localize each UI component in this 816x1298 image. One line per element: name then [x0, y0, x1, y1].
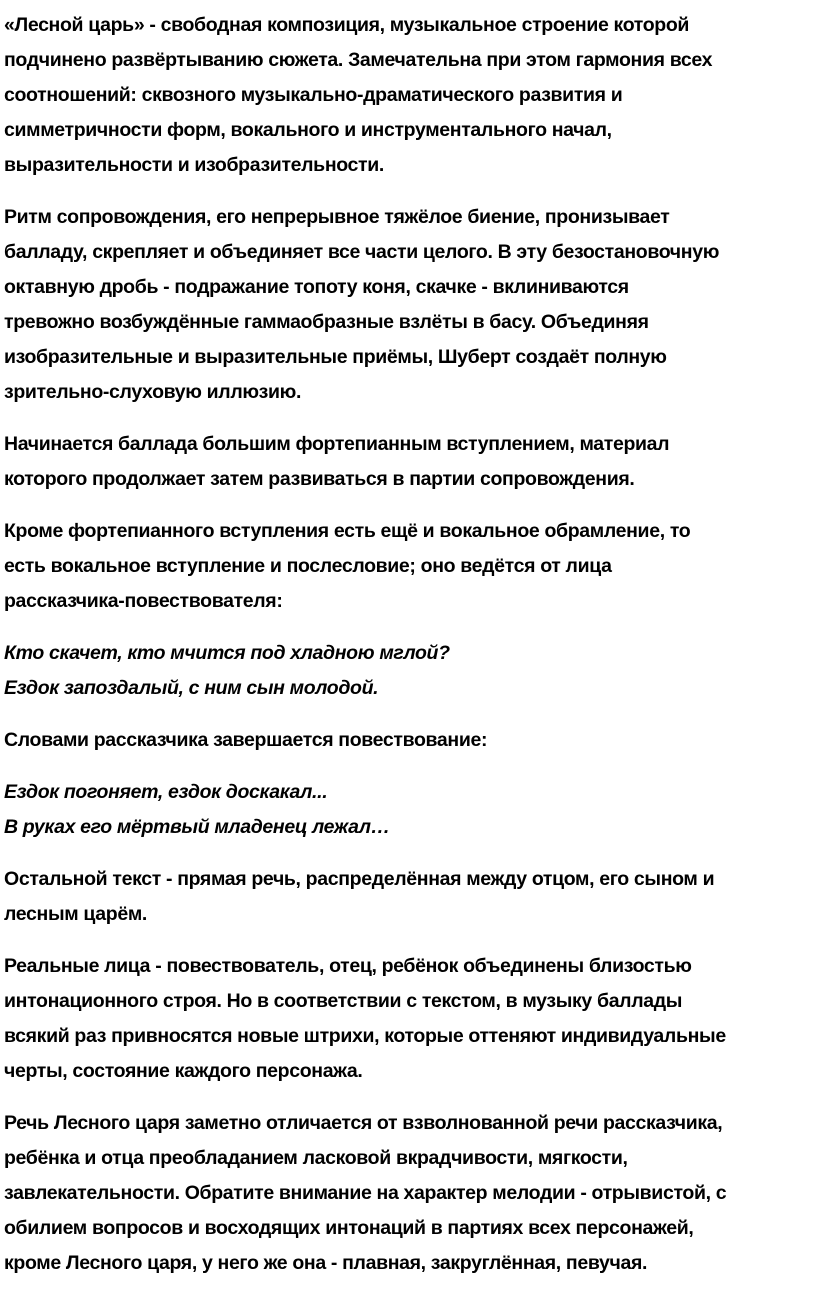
- verse-line: В руках его мёртвый младенец лежал…: [4, 816, 390, 838]
- text-line: Кроме фортепианного вступления есть ещё и вокальное обрамление, то: [4, 520, 691, 542]
- text-line: выразительности и изобразительности.: [4, 154, 384, 176]
- text-line: изобразительные и выразительные приёмы, Шуберт создаёт полную: [4, 346, 667, 368]
- text-line: есть вокальное вступление и послесловие; оно ведётся от лица: [4, 555, 612, 577]
- verse-line: Кто скачет, кто мчится под хладною мглой?: [4, 642, 450, 664]
- text-line: «Лесной царь» - свободная композиция, музыкальное строение которой: [4, 14, 690, 36]
- text-line: всякий раз привносятся новые штрихи, которые оттеняют индивидуальные: [4, 1025, 726, 1047]
- text-line: ребёнка и отца преобладанием ласковой вкрадчивости, мягкости,: [4, 1147, 628, 1169]
- paragraph-real-characters: [4, 949, 814, 1089]
- document-page: [4, 8, 814, 1298]
- text-line: Словами рассказчика завершается повествование:: [4, 729, 488, 751]
- text-line: подчинено развёртыванию сюжета. Замечательна при этом гармония всех: [4, 49, 713, 71]
- text-line: симметричности форм, вокального и инструментального начал,: [4, 119, 612, 141]
- text-line: Начинается баллада большим фортепианным вступлением, материал: [4, 433, 670, 455]
- paragraph-vocal-framing: [4, 514, 814, 619]
- text-line: завлекательности. Обратите внимание на характер мелодии - отрывистой, с: [4, 1182, 727, 1204]
- text-line: рассказчика-повествователя:: [4, 590, 283, 612]
- verse-opening: [4, 636, 814, 706]
- paragraph-forest-king-speech: [4, 1106, 814, 1281]
- paragraph-introduction: [4, 427, 814, 497]
- text-line: Речь Лесного царя заметно отличается от взволнованной речи рассказчика,: [4, 1112, 723, 1134]
- paragraph-rhythm: [4, 200, 814, 410]
- text-line: Ритм сопровождения, его непрерывное тяжёлое биение, пронизывает: [4, 206, 670, 228]
- verse-line: Ездок погоняет, ездок доскакал...: [4, 781, 328, 803]
- text-line: черты, состояние каждого персонажа.: [4, 1060, 363, 1082]
- paragraph-narrator-intro: [4, 723, 814, 758]
- text-line: октавную дробь - подражание топоту коня, скачке - вклиниваются: [4, 276, 629, 298]
- text-line: Остальной текст - прямая речь, распределённая между отцом, его сыном и: [4, 868, 715, 890]
- paragraph-direct-speech: [4, 862, 814, 932]
- text-line: балладу, скрепляет и объединяет все части целого. В эту безостановочную: [4, 241, 719, 263]
- text-line: Реальные лица - повествователь, отец, ребёнок объединены близостью: [4, 955, 692, 977]
- text-line: которого продолжает затем развиваться в партии сопровождения.: [4, 468, 635, 490]
- text-line: обилием вопросов и восходящих интонаций в партиях всех персонажей,: [4, 1217, 694, 1239]
- text-line: тревожно возбуждённые гаммаобразные взлёты в басу. Объединяя: [4, 311, 649, 333]
- paragraph-composition: [4, 8, 814, 183]
- text-line: интонационного строя. Но в соответствии с текстом, в музыку баллады: [4, 990, 683, 1012]
- text-line: соотношений: сквозного музыкально-драматического развития и: [4, 84, 623, 106]
- verse-closing: [4, 775, 814, 845]
- text-line: лесным царём.: [4, 903, 147, 925]
- text-line: зрительно-слуховую иллюзию.: [4, 381, 302, 403]
- verse-line: Ездок запоздалый, с ним сын молодой.: [4, 677, 379, 699]
- text-line: кроме Лесного царя, у него же она - плавная, закруглённая, певучая.: [4, 1252, 648, 1274]
